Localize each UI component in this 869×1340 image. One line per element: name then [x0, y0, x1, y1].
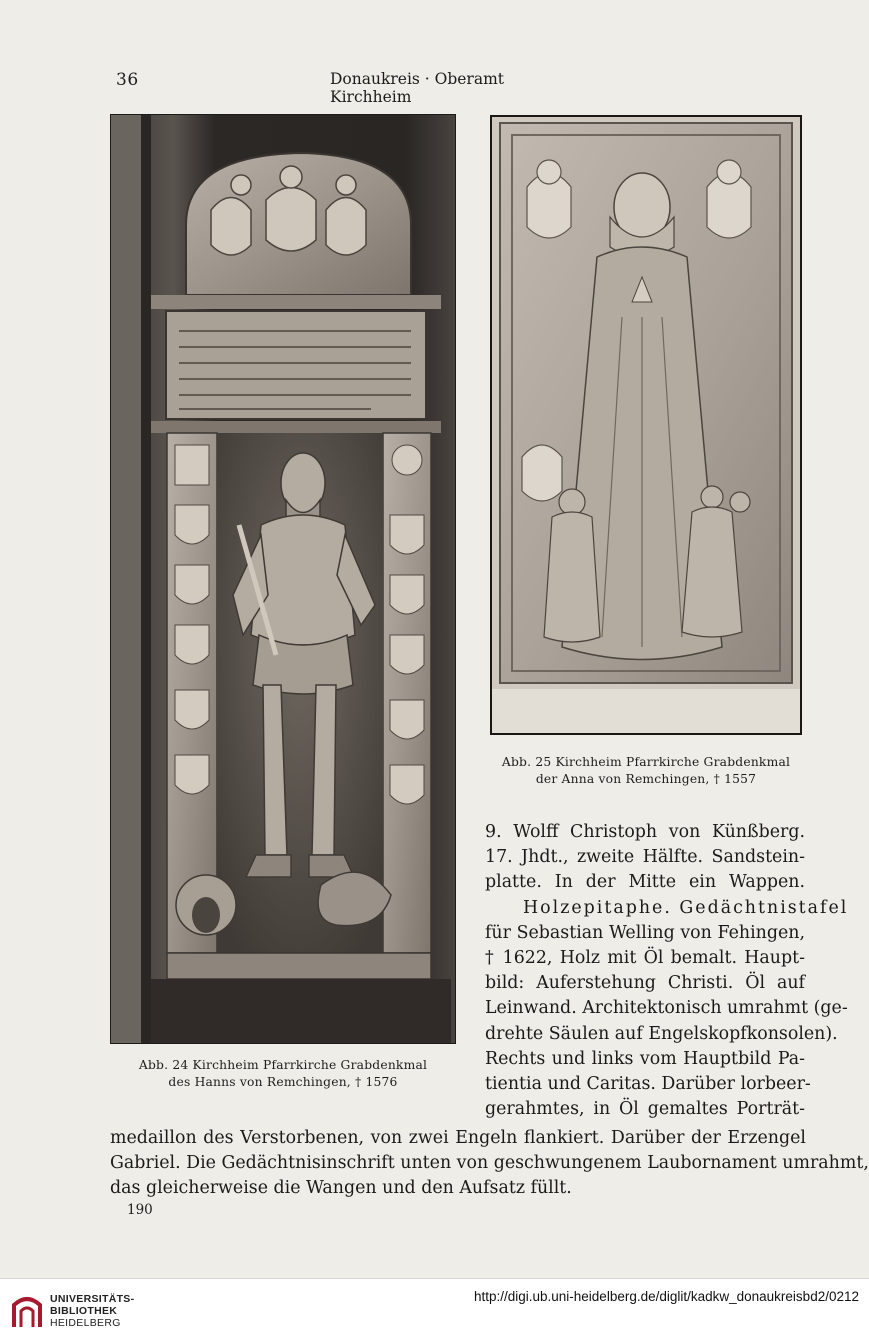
- text-line: bild: Auferstehung Christi. Öl auf: [485, 973, 805, 994]
- text-line: tientia und Caritas. Darüber lorbeer-: [485, 1073, 811, 1094]
- figure-24-photo: [110, 114, 456, 1044]
- text-line: drehte Säulen auf Engelskopfkonsolen).: [485, 1023, 838, 1044]
- text-line: Holzepitaphe. Gedächtnistafel: [523, 897, 849, 918]
- caption-line: des Hanns von Remchingen, † 1576: [168, 1075, 398, 1089]
- signature-mark: 190: [127, 1202, 153, 1218]
- text-line: gerahmtes, in Öl gemaltes Porträt-: [485, 1099, 805, 1120]
- figure-25-photo: [490, 115, 802, 735]
- text-line: † 1622, Holz mit Öl bemalt. Haupt-: [485, 947, 805, 968]
- body-column-text: [485, 820, 849, 1122]
- body-full-width-text: [110, 1126, 869, 1202]
- caption-line: Abb. 24 Kirchheim Pfarrkirche Grabdenkmal: [138, 1058, 428, 1072]
- text-line: für Sebastian Welling von Fehingen,: [485, 922, 805, 943]
- text-line: 9. Wolff Christoph von Künßberg.: [485, 822, 805, 842]
- text-line: medaillon des Verstorbenen, von zwei Engeln flankiert. Darüber der Erzengel: [110, 1128, 806, 1148]
- text-line: Rechts und links vom Hauptbild Pa-: [485, 1048, 805, 1069]
- logo-line: BIBLIOTHEK: [50, 1305, 118, 1317]
- figure-24-caption: [110, 1057, 456, 1091]
- text-line: 17. Jhdt., zweite Hälfte. Sandstein-: [485, 847, 805, 868]
- logo-line: UNIVERSITÄTS-: [50, 1293, 135, 1305]
- caption-line: Abb. 25 Kirchheim Pfarrkirche Grabdenkmal: [501, 755, 791, 769]
- text-line: Gabriel. Die Gedächtnisinschrift unten von geschwungenem Laubornament umrahmt,: [110, 1153, 869, 1174]
- text-line: Leinwand. Architektonisch umrahmt (ge-: [485, 998, 848, 1019]
- text-line: das gleicherweise die Wangen und den Aufsatz füllt.: [110, 1178, 572, 1199]
- source-url-link[interactable]: http://digi.ub.uni-heidelberg.de/diglit/kadkw_donaukreisbd2/0212: [473, 1289, 859, 1304]
- figure-25-caption: [490, 754, 802, 788]
- viewer-footer: [0, 1278, 869, 1340]
- knight-tomb-illustration: [111, 115, 456, 1044]
- running-title: Donaukreis · Oberamt Kirchheim: [330, 70, 505, 106]
- library-logo-text[interactable]: [50, 1293, 134, 1329]
- logo-line: HEIDELBERG: [50, 1317, 121, 1329]
- relief-slab-illustration: [492, 117, 800, 733]
- page-number: 36: [116, 70, 139, 90]
- text-line: platte. In der Mitte ein Wappen.: [485, 872, 805, 893]
- caption-line: der Anna von Remchingen, † 1557: [535, 772, 757, 786]
- library-logo-icon[interactable]: [10, 1291, 44, 1331]
